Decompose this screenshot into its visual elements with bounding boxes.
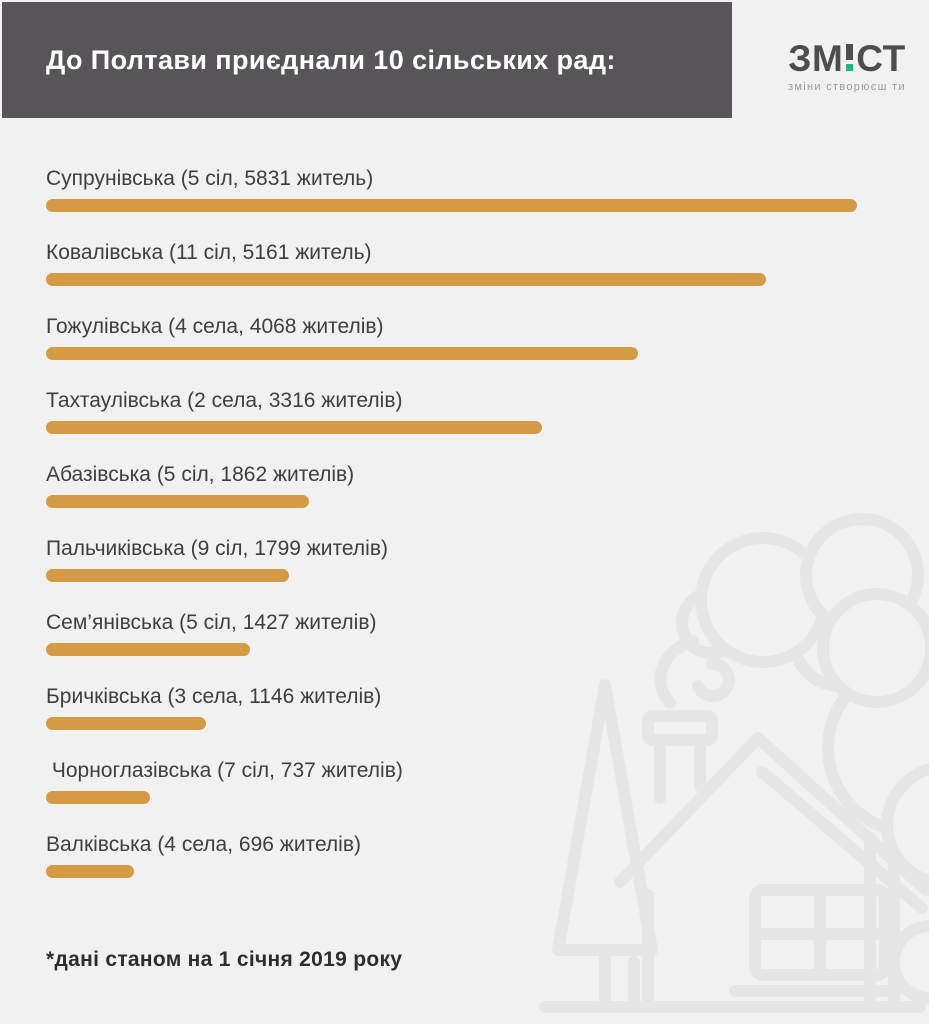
chart-row: [46, 390, 857, 434]
chart-row: [46, 612, 857, 656]
bar-label: Тахтаулівська (2 села, 3316 жителів): [46, 389, 403, 412]
logo-tagline: зміни створюєш ти: [788, 81, 906, 93]
bar-label: Чорноглазівська (7 сіл, 737 жителів): [46, 759, 403, 782]
zmist-logo: [782, 40, 912, 93]
header: [2, 2, 732, 118]
chart-row: [46, 760, 857, 804]
chart-row: [46, 168, 857, 212]
chart-row: [46, 686, 857, 730]
chart-row: [46, 834, 857, 878]
bar-chart: [46, 168, 857, 908]
bar-label: Сем’янівська (5 сіл, 1427 жителів): [46, 611, 377, 634]
logo-green-dot: [846, 64, 853, 71]
bar: [46, 421, 542, 434]
bar: [46, 643, 250, 656]
bar: [46, 791, 150, 804]
logo-exclamation-icon: [846, 44, 853, 71]
chart-row: [46, 242, 857, 286]
bar-label: Бричківська (3 села, 1146 жителів): [46, 685, 382, 708]
chart-row: [46, 464, 857, 508]
bar: [46, 717, 206, 730]
chart-row: [46, 538, 857, 582]
bar-label: Валківська (4 села, 696 жителів): [46, 833, 361, 856]
data-date-note: *дані станом на 1 січня 2019 року: [46, 948, 403, 971]
bar-label: Пальчиківська (9 сіл, 1799 жителів): [46, 537, 388, 560]
bar: [46, 273, 766, 286]
bar: [46, 495, 309, 508]
logo-text-prefix: ЗМ: [788, 38, 844, 79]
bar: [46, 569, 289, 582]
bar: [46, 865, 134, 878]
page-title: До Полтави приєднали 10 сільських рад:: [46, 44, 616, 75]
chart-row: [46, 316, 857, 360]
logo-wordmark: [782, 40, 912, 77]
bar: [46, 199, 857, 212]
bar: [46, 347, 638, 360]
logo-text-suffix: СТ: [856, 38, 906, 79]
bar-label: Абазівська (5 сіл, 1862 жителів): [46, 463, 355, 486]
bar-label: Гожулівська (4 села, 4068 жителів): [46, 315, 384, 338]
bar-label: Супрунівська (5 сіл, 5831 житель): [46, 167, 374, 190]
bar-label: Ковалівська (11 сіл, 5161 житель): [46, 241, 372, 264]
